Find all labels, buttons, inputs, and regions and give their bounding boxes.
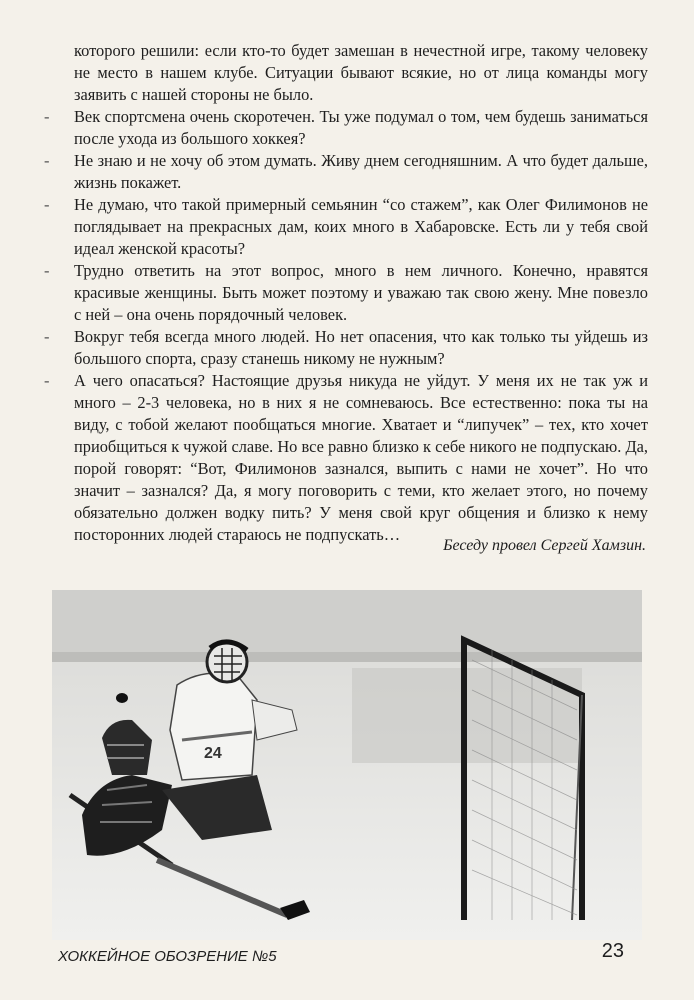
paragraph-1: которого решили: если кто-то будет замешан в нечестной игре, такому человеку не место в нашем клубе. Ситуации бывают всякие, но от лица команды могу заявить с нашей стороны не было. [74,41,648,104]
jersey-number: 24 [204,745,222,762]
article-signature: Беседу провел Сергей Хамзин. [443,537,646,554]
paragraph-6: - Вокруг тебя всегда много людей. Но нет опасения, что как только ты уйдешь из большого спорта, сразу станешь никому не нужным? [74,326,648,370]
paragraph-5: - Трудно ответить на этот вопрос, много в нем личного. Конечно, нравятся красивые женщины. Быть может поэтому и уважаю так свою жену. Мне повезло с ней – она очень порядочный человек. [74,260,648,326]
puck [116,693,128,703]
paragraph-7: - А чего опасаться? Настоящие друзья никуда не уйдут. У меня их не так уж и много – 2-3 человека, но в них я не сомневаюсь. Все естественно: пока ты на виду, с тобой желают пообщаться многие. Хватает и “липучек” – тех, кто хочет приобщиться к чужой славе. Но все равно близко к себе никого не подпускаю. Да, порой говорят: “Вот, Филимонов зазнался, выпить с нами не хочет”. Но что значит – зазнался? Да, я могу поговорить с теми, кто желает этого, но почему обязательно должен водку пить? У меня свой круг общения и близко к нему посторонних людей стараюсь не подпускать… [74,370,648,546]
hockey-goalie-photo [52,590,642,940]
paragraph-2: - Век спортсмена очень скоротечен. Ты уже подумал о том, чем будешь заниматься после ухода из большого хоккея? [74,106,648,150]
paragraph-4: - Не думаю, что такой примерный семьянин “со стажем”, как Олег Филимонов не поглядывает на прекрасных дам, коих много в Хабаровске. Есть ли у тебя свой идеал женской красоты? [74,194,648,260]
article-body [74,40,648,546]
paragraph-3: - Не знаю и не хочу об этом думать. Живу днем сегодняшним. А что будет дальше, жизнь покажет. [74,150,648,194]
page-number: 23 [601,940,624,962]
magazine-title: ХОККЕЙНОЕ ОБОЗРЕНИЕ №5 [58,948,277,965]
